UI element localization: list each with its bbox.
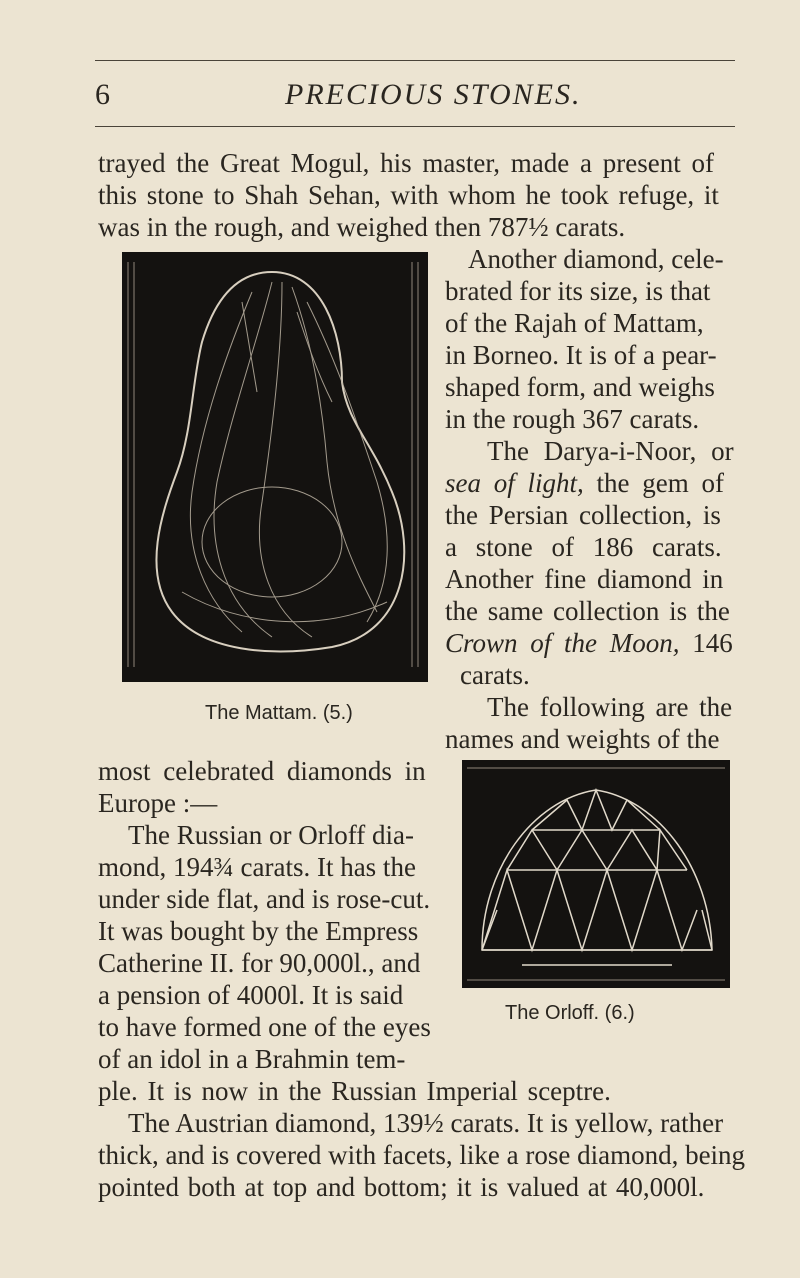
text-line: The Russian or Orloff dia- bbox=[128, 820, 414, 850]
text-line: The Darya-i-Noor, or bbox=[487, 436, 734, 466]
text-line: trayed the Great Mogul, his master, made a present of bbox=[98, 148, 714, 178]
text-line: most celebrated diamonds in bbox=[98, 756, 426, 786]
orloff-diamond-illustration bbox=[462, 760, 730, 988]
text-line-italic: Crown of the Moon, bbox=[445, 628, 680, 658]
text-line: names and weights of the bbox=[445, 724, 720, 754]
text-line: to have formed one of the eyes bbox=[98, 1012, 431, 1042]
text-line: brated for its size, is that bbox=[445, 276, 711, 306]
text-line: of the Rajah of Mattam, bbox=[445, 308, 704, 338]
text-line: thick, and is covered with facets, like a rose diamond, being bbox=[98, 1140, 746, 1170]
text-line: carats. bbox=[460, 660, 530, 690]
header-rule-bottom bbox=[95, 126, 735, 127]
text-line: a stone of 186 carats. bbox=[445, 532, 722, 562]
text-line: The following are the bbox=[487, 692, 733, 722]
text-line: a pension of 4000l. It is said bbox=[98, 980, 404, 1010]
figure-caption-mattam: The Mattam. (5.) bbox=[205, 702, 353, 724]
figure-orloff bbox=[462, 760, 730, 988]
text-line: under side flat, and is rose-cut. bbox=[98, 884, 431, 914]
text-line-tail: the gem of bbox=[583, 468, 724, 498]
text-line: was in the rough, and weighed then 787½ carats. bbox=[98, 212, 626, 242]
mattam-diamond-illustration bbox=[122, 252, 428, 682]
text-line: the Persian collection, is bbox=[445, 500, 721, 530]
text-line: The Austrian diamond, 139½ carats. It is yellow, rather bbox=[128, 1108, 724, 1138]
text-line: shaped form, and weighs bbox=[445, 372, 715, 402]
page-number: 6 bbox=[95, 78, 110, 111]
text-line: ple. It is now in the Russian Imperial sceptre. bbox=[98, 1076, 611, 1106]
text-line: Another fine diamond in bbox=[445, 564, 724, 594]
text-line: this stone to Shah Sehan, with whom he took refuge, it bbox=[98, 180, 719, 210]
text-line: Catherine II. for 90,000l., and bbox=[98, 948, 421, 978]
text-line: It was bought by the Empress bbox=[98, 916, 419, 946]
text-line-italic: sea of light, bbox=[445, 468, 584, 498]
figure-caption-orloff: The Orloff. (6.) bbox=[505, 1002, 635, 1024]
text-line-tail: 146 bbox=[679, 628, 733, 658]
text-line: pointed both at top and bottom; it is valued at 40,000l. bbox=[98, 1172, 705, 1202]
text-line: the same collection is the bbox=[445, 596, 730, 626]
text-line: in Borneo. It is of a pear- bbox=[445, 340, 717, 370]
text-line: in the rough 367 carats. bbox=[445, 404, 700, 434]
text-line: of an idol in a Brahmin tem- bbox=[98, 1044, 406, 1074]
figure-mattam bbox=[122, 252, 428, 682]
text-line bbox=[445, 630, 733, 657]
text-line bbox=[445, 470, 724, 497]
running-title: PRECIOUS STONES. bbox=[285, 78, 582, 111]
header-rule-top bbox=[95, 60, 735, 61]
text-line: mond, 194¾ carats. It has the bbox=[98, 852, 416, 882]
text-line: Europe :— bbox=[98, 788, 218, 818]
text-line: Another diamond, cele- bbox=[468, 244, 724, 274]
